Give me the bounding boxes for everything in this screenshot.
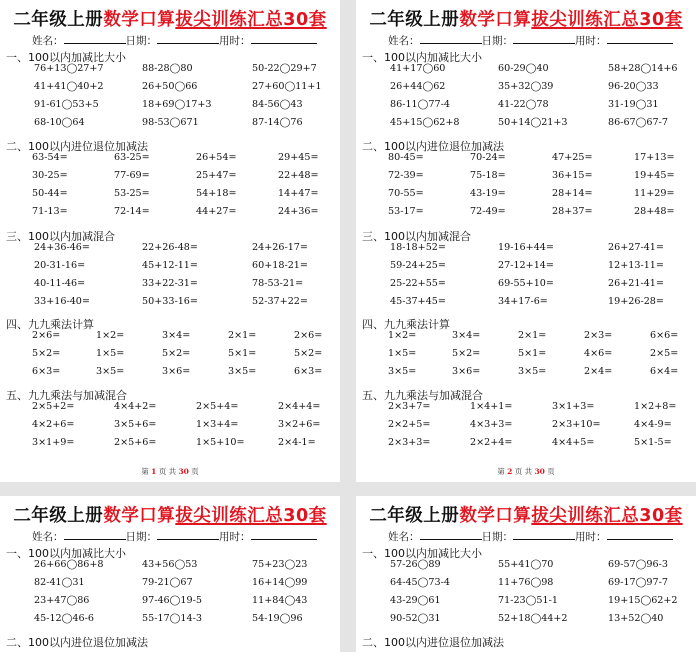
problem-item[interactable]: 2×2+5= [388, 419, 431, 430]
time-label: 用时： [219, 35, 251, 47]
problem-item[interactable]: 22+26-48= [142, 242, 198, 253]
problem-item[interactable]: 4×2+6= [32, 419, 75, 430]
problem-item[interactable]: 4×4-9= [634, 419, 672, 430]
problem-item[interactable]: 3×1+3= [552, 401, 595, 412]
section-heading: 一、100以内加减比大小 [362, 51, 482, 64]
footer-page-number: 2 [507, 467, 513, 476]
section-heading: 五、九九乘法与加减混合 [6, 389, 127, 402]
problem-item[interactable]: 4×4+5= [552, 437, 595, 448]
problem-item[interactable]: 13+52◯40 [608, 613, 664, 624]
problem-item[interactable]: 71-23◯51-1 [498, 595, 558, 606]
problem-item[interactable]: 69-55+10= [498, 278, 554, 289]
problem-item[interactable]: 6×3= [32, 366, 61, 377]
problem-item[interactable]: 84-56◯43 [252, 99, 303, 110]
problem-item[interactable]: 50-22◯29+7 [252, 63, 317, 74]
problem-item[interactable]: 90-52◯31 [390, 613, 441, 624]
problem-item[interactable]: 88-28◯80 [142, 63, 193, 74]
problem-item[interactable]: 18-18+52= [390, 242, 446, 253]
problem-row [356, 81, 696, 95]
problem-item[interactable]: 69-17◯97-7 [608, 577, 668, 588]
problem-item[interactable]: 17+13= [634, 152, 675, 163]
problem-item[interactable]: 33+22-31= [142, 278, 198, 289]
problem-row [356, 419, 696, 433]
time-blank[interactable] [607, 530, 673, 540]
problem-item[interactable]: 1×5= [388, 348, 417, 359]
problem-item[interactable]: 5×1-5= [634, 437, 672, 448]
problem-item[interactable]: 33+16-40= [34, 296, 90, 307]
problem-item[interactable]: 11+84◯43 [252, 595, 308, 606]
problem-row [0, 117, 340, 131]
problem-row [0, 419, 340, 433]
section-heading: 二、100以内进位退位加减法 [362, 636, 504, 649]
problem-item[interactable]: 26+44◯62 [390, 81, 446, 92]
problem-item[interactable]: 3×5= [228, 366, 257, 377]
problem-item[interactable]: 45+12-11= [142, 260, 198, 271]
problem-row [356, 613, 696, 627]
problem-item[interactable]: 19-16+44= [498, 242, 554, 253]
name-blank[interactable] [64, 530, 126, 540]
problem-item[interactable]: 41+41◯40+2 [34, 81, 104, 92]
problem-item[interactable]: 2×4= [584, 366, 613, 377]
problem-row [0, 242, 340, 256]
problem-row [356, 242, 696, 256]
problem-item[interactable]: 3×5= [518, 366, 547, 377]
page-footer [356, 466, 696, 477]
title-series: 拔尖训练汇总30套 [531, 10, 683, 30]
problem-row [0, 613, 340, 627]
page-title [0, 6, 340, 31]
problem-item[interactable]: 3×1+9= [32, 437, 75, 448]
problem-item[interactable]: 23+47◯86 [34, 595, 90, 606]
problem-item[interactable]: 1×4+1= [470, 401, 513, 412]
section-heading: 一、100以内加减比大小 [6, 51, 126, 64]
problem-item[interactable]: 77-69= [114, 170, 150, 181]
problem-item[interactable]: 53-17= [388, 206, 424, 217]
problem-item[interactable]: 97-46◯19-5 [142, 595, 202, 606]
problem-item[interactable]: 60+18-21= [252, 260, 308, 271]
footer-middle: 页 共 [514, 467, 533, 476]
problem-row [356, 206, 696, 220]
name-label: 姓名： [32, 531, 64, 543]
problem-item[interactable]: 30-25= [32, 170, 68, 181]
problem-item[interactable]: 59-24+25= [390, 260, 446, 271]
problem-item[interactable]: 47+25= [552, 152, 593, 163]
problem-item[interactable]: 34+17-6= [498, 296, 548, 307]
problem-item[interactable]: 53-25= [114, 188, 150, 199]
problem-item[interactable]: 36+15= [552, 170, 593, 181]
problem-item[interactable]: 6×3= [294, 366, 323, 377]
problem-row [0, 577, 340, 591]
problem-item[interactable]: 25+47= [196, 170, 237, 181]
title-grade: 二年级上册 [13, 10, 104, 30]
problem-item[interactable]: 24+36= [278, 206, 319, 217]
date-label: 日期： [481, 531, 513, 543]
problem-item[interactable]: 64-45◯73-4 [390, 577, 450, 588]
problem-item[interactable]: 72-39= [388, 170, 424, 181]
student-info-line [388, 33, 673, 48]
problem-item[interactable]: 2×5+6= [114, 437, 157, 448]
student-info-line [32, 33, 317, 48]
problem-item[interactable]: 55-17◯14-3 [142, 613, 202, 624]
name-blank[interactable] [64, 34, 126, 44]
problem-item[interactable]: 63-25= [114, 152, 150, 163]
problem-item[interactable]: 57-26◯89 [390, 559, 441, 570]
problem-item[interactable]: 25-22+55= [390, 278, 446, 289]
problem-item[interactable]: 3×5+6= [114, 419, 157, 430]
problem-item[interactable]: 26+21-41= [608, 278, 664, 289]
problem-row [356, 401, 696, 415]
footer-page-number: 1 [151, 467, 157, 476]
title-subject: 数学口算 [459, 506, 532, 526]
problem-item[interactable]: 78-53-21= [252, 278, 304, 289]
section-heading: 一、100以内加减比大小 [362, 547, 482, 560]
problem-row [0, 348, 340, 362]
problem-row [356, 260, 696, 274]
problem-item[interactable]: 24+36-46= [34, 242, 90, 253]
problem-row [0, 152, 340, 166]
problem-item[interactable]: 41+17◯60 [390, 63, 446, 74]
title-grade: 二年级上册 [369, 10, 460, 30]
title-series: 拔尖训练汇总30套 [175, 506, 327, 526]
title-subject: 数学口算 [459, 10, 532, 30]
problem-item[interactable]: 72-14= [114, 206, 150, 217]
problem-item[interactable]: 26+27-41= [608, 242, 664, 253]
section-heading: 二、100以内进位退位加减法 [6, 140, 148, 153]
problem-item[interactable]: 2×3+10= [552, 419, 601, 430]
name-label: 姓名： [388, 35, 420, 47]
time-blank[interactable] [251, 34, 317, 44]
problem-item[interactable]: 27+60◯11+1 [252, 81, 322, 92]
problem-item[interactable]: 11+29= [634, 188, 675, 199]
problem-item[interactable]: 54-19◯96 [252, 613, 303, 624]
date-blank[interactable] [157, 530, 219, 540]
problem-item[interactable]: 5×1= [518, 348, 547, 359]
problem-item[interactable]: 58+28◯14+6 [608, 63, 678, 74]
problem-item[interactable]: 3×5= [96, 366, 125, 377]
worksheet-page [356, 496, 696, 652]
problem-item[interactable]: 86-67◯67-7 [608, 117, 668, 128]
problem-row [356, 188, 696, 202]
problem-item[interactable]: 72-49= [470, 206, 506, 217]
problem-row [0, 437, 340, 451]
problem-item[interactable]: 80-45= [388, 152, 424, 163]
problem-item[interactable]: 87-14◯76 [252, 117, 303, 128]
problem-row [0, 99, 340, 113]
problem-row [0, 81, 340, 95]
problem-item[interactable]: 96-20◯33 [608, 81, 659, 92]
problem-item[interactable]: 43-19= [470, 188, 506, 199]
problem-item[interactable]: 82-41◯31 [34, 577, 85, 588]
worksheet-page [0, 496, 340, 652]
problem-item[interactable]: 11+76◯98 [498, 577, 554, 588]
time-label: 用时： [219, 531, 251, 543]
time-label: 用时： [575, 35, 607, 47]
problem-item[interactable]: 50+14◯21+3 [498, 117, 568, 128]
problem-item[interactable]: 12+13-11= [608, 260, 664, 271]
problem-row [0, 278, 340, 292]
problem-row [0, 559, 340, 573]
problem-row [356, 577, 696, 591]
page-footer [0, 466, 340, 477]
section-heading: 四、九九乘法计算 [362, 318, 450, 331]
problem-item[interactable]: 3×4= [162, 330, 191, 341]
problem-item[interactable]: 43-29◯61 [390, 595, 441, 606]
problem-item[interactable]: 45+15◯62+8 [390, 117, 460, 128]
name-blank[interactable] [420, 34, 482, 44]
problem-item[interactable]: 3×6= [452, 366, 481, 377]
problem-item[interactable]: 45-37+45= [390, 296, 446, 307]
problem-item[interactable]: 50-44= [32, 188, 68, 199]
problem-row [356, 595, 696, 609]
problem-item[interactable]: 2×5= [650, 348, 679, 359]
time-blank[interactable] [251, 530, 317, 540]
problem-row [0, 330, 340, 344]
problem-item[interactable]: 2×5+2= [32, 401, 75, 412]
name-blank[interactable] [420, 530, 482, 540]
problem-item[interactable]: 60-29◯40 [498, 63, 549, 74]
problem-item[interactable]: 5×1= [228, 348, 257, 359]
problem-item[interactable]: 1×2+8= [634, 401, 677, 412]
problem-item[interactable]: 3×5= [388, 366, 417, 377]
problem-item[interactable]: 35+32◯39 [498, 81, 554, 92]
problem-item[interactable]: 20-31-16= [34, 260, 86, 271]
problem-item[interactable]: 29+45= [278, 152, 319, 163]
date-label: 日期： [481, 35, 513, 47]
problem-item[interactable]: 70-24= [470, 152, 506, 163]
date-label: 日期： [125, 531, 157, 543]
problem-item[interactable]: 18+69◯17+3 [142, 99, 212, 110]
problem-row [0, 595, 340, 609]
problem-item[interactable]: 41-22◯78 [498, 99, 549, 110]
problem-item[interactable]: 91-61◯53+5 [34, 99, 99, 110]
problem-item[interactable]: 2×6= [294, 330, 323, 341]
problem-row [356, 152, 696, 166]
problem-item[interactable]: 2×1= [228, 330, 257, 341]
problem-row [0, 63, 340, 77]
problem-item[interactable]: 1×2= [388, 330, 417, 341]
problem-item[interactable]: 52-37+22= [252, 296, 308, 307]
footer-total: 30 [178, 467, 189, 476]
problem-item[interactable]: 75+23◯23 [252, 559, 308, 570]
title-subject: 数学口算 [103, 506, 176, 526]
problem-item[interactable]: 71-13= [32, 206, 68, 217]
problem-item[interactable]: 70-55= [388, 188, 424, 199]
problem-item[interactable]: 2×3+7= [388, 401, 431, 412]
date-blank[interactable] [513, 530, 575, 540]
time-blank[interactable] [607, 34, 673, 44]
problem-item[interactable]: 98-53◯671 [142, 117, 199, 128]
problem-item[interactable]: 28+37= [552, 206, 593, 217]
problem-row [356, 278, 696, 292]
problem-item[interactable]: 1×3+4= [196, 419, 239, 430]
section-heading: 三、100以内加减混合 [362, 230, 471, 243]
problem-row [0, 296, 340, 310]
problem-item[interactable]: 28+48= [634, 206, 675, 217]
problem-item[interactable]: 68-10◯64 [34, 117, 85, 128]
problem-item[interactable]: 19+45= [634, 170, 675, 181]
title-grade: 二年级上册 [369, 506, 460, 526]
problem-item[interactable]: 2×1= [518, 330, 547, 341]
problem-item[interactable]: 2×5+4= [196, 401, 239, 412]
problem-row [356, 63, 696, 77]
problem-item[interactable]: 19+15◯62+2 [608, 595, 678, 606]
problem-item[interactable]: 4×4+2= [114, 401, 157, 412]
date-blank[interactable] [157, 34, 219, 44]
problem-item[interactable]: 2×3+3= [388, 437, 431, 448]
student-info-line [32, 529, 317, 544]
section-heading: 二、100以内进位退位加减法 [362, 140, 504, 153]
problem-item[interactable]: 52+18◯44+2 [498, 613, 568, 624]
problem-item[interactable]: 3×2+6= [278, 419, 321, 430]
problem-item[interactable]: 50+33-16= [142, 296, 198, 307]
problem-item[interactable]: 54+18= [196, 188, 237, 199]
problem-item[interactable]: 43+56◯53 [142, 559, 198, 570]
problem-item[interactable]: 5×2= [32, 348, 61, 359]
section-heading: 五、九九乘法与加减混合 [362, 389, 483, 402]
problem-row [356, 348, 696, 362]
problem-item[interactable]: 1×2= [96, 330, 125, 341]
problem-item[interactable]: 3×6= [162, 366, 191, 377]
title-grade: 二年级上册 [13, 506, 104, 526]
footer-middle: 页 共 [158, 467, 177, 476]
footer-suffix: 页 [191, 467, 199, 476]
problem-item[interactable]: 19+26-28= [608, 296, 664, 307]
footer-prefix: 第 [141, 467, 149, 476]
problem-row [0, 260, 340, 274]
page-title [0, 502, 340, 527]
problem-item[interactable]: 44+27= [196, 206, 237, 217]
footer-prefix: 第 [497, 467, 505, 476]
problem-row [0, 366, 340, 380]
problem-item[interactable]: 26+54= [196, 152, 237, 163]
problem-item[interactable]: 3×4= [452, 330, 481, 341]
problem-item[interactable]: 75-18= [470, 170, 506, 181]
problem-item[interactable]: 31-19◯31 [608, 99, 659, 110]
section-heading: 一、100以内加减比大小 [6, 547, 126, 560]
problem-row [356, 117, 696, 131]
problem-item[interactable]: 2×2+4= [470, 437, 513, 448]
problem-item[interactable]: 5×2= [294, 348, 323, 359]
problem-row [0, 401, 340, 415]
worksheet-page [0, 0, 340, 482]
problem-item[interactable]: 5×2= [452, 348, 481, 359]
page-title [356, 6, 696, 31]
page-title [356, 502, 696, 527]
problem-row [356, 437, 696, 451]
section-heading: 四、九九乘法计算 [6, 318, 94, 331]
problem-row [356, 170, 696, 184]
footer-total: 30 [534, 467, 545, 476]
problem-item[interactable]: 28+14= [552, 188, 593, 199]
problem-item[interactable]: 14+47= [278, 188, 319, 199]
problem-item[interactable]: 76+13◯27+7 [34, 63, 104, 74]
problem-item[interactable]: 1×5= [96, 348, 125, 359]
student-info-line [388, 529, 673, 544]
problem-item[interactable]: 63-54= [32, 152, 68, 163]
problem-row [0, 188, 340, 202]
problem-item[interactable]: 1×5+10= [196, 437, 245, 448]
date-label: 日期： [125, 35, 157, 47]
problem-row [0, 170, 340, 184]
problem-item[interactable]: 16+14◯99 [252, 577, 308, 588]
problem-row [0, 206, 340, 220]
footer-suffix: 页 [547, 467, 555, 476]
problem-row [356, 559, 696, 573]
problem-item[interactable]: 2×4-1= [278, 437, 316, 448]
problem-item[interactable]: 4×6= [584, 348, 613, 359]
problem-item[interactable]: 6×6= [650, 330, 679, 341]
problem-item[interactable]: 45-12◯46-6 [34, 613, 94, 624]
title-series: 拔尖训练汇总30套 [175, 10, 327, 30]
problem-item[interactable]: 86-11◯77-4 [390, 99, 450, 110]
problem-row [356, 366, 696, 380]
title-subject: 数学口算 [103, 10, 176, 30]
problem-item[interactable]: 40-11-46= [34, 278, 86, 289]
problem-row [356, 99, 696, 113]
problem-item[interactable]: 2×3= [584, 330, 613, 341]
problem-row [356, 296, 696, 310]
problem-item[interactable]: 2×4+4= [278, 401, 321, 412]
problem-item[interactable]: 26+66◯86+8 [34, 559, 104, 570]
problem-item[interactable]: 22+48= [278, 170, 319, 181]
date-blank[interactable] [513, 34, 575, 44]
problem-row [356, 330, 696, 344]
problem-item[interactable]: 26+50◯66 [142, 81, 198, 92]
section-heading: 三、100以内加减混合 [6, 230, 115, 243]
problem-item[interactable]: 2×6= [32, 330, 61, 341]
problem-item[interactable]: 79-21◯67 [142, 577, 193, 588]
name-label: 姓名： [388, 531, 420, 543]
problem-item[interactable]: 5×2= [162, 348, 191, 359]
problem-item[interactable]: 24+26-17= [252, 242, 308, 253]
title-series: 拔尖训练汇总30套 [531, 506, 683, 526]
name-label: 姓名： [32, 35, 64, 47]
problem-item[interactable]: 27-12+14= [498, 260, 554, 271]
problem-item[interactable]: 4×3+3= [470, 419, 513, 430]
problem-item[interactable]: 69-57◯96-3 [608, 559, 668, 570]
problem-item[interactable]: 6×4= [650, 366, 679, 377]
section-heading: 二、100以内进位退位加减法 [6, 636, 148, 649]
problem-item[interactable]: 55+41◯70 [498, 559, 554, 570]
time-label: 用时： [575, 531, 607, 543]
worksheet-page [356, 0, 696, 482]
